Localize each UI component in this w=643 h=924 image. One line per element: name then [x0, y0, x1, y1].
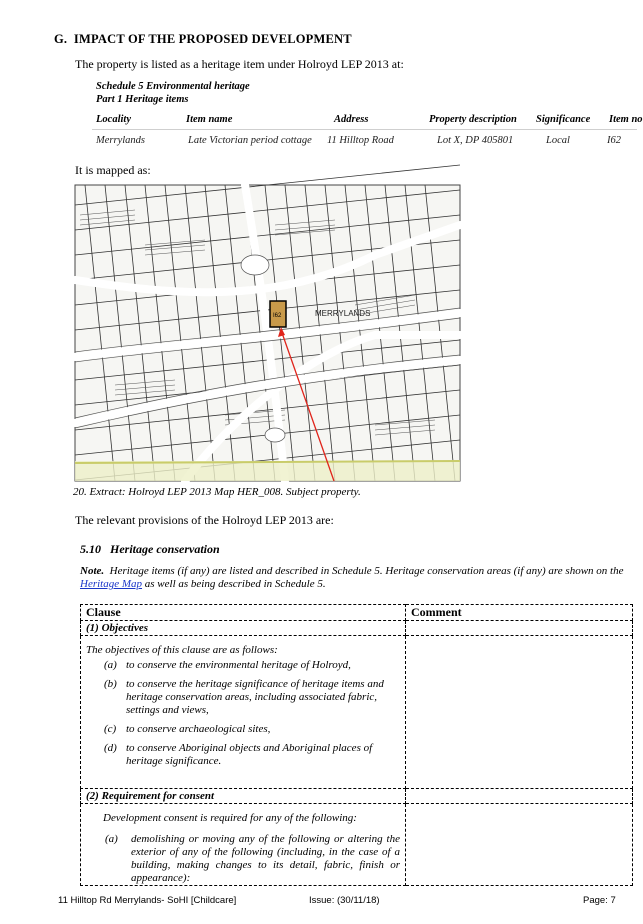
schedule-header-property-description: Property description — [429, 114, 517, 125]
note-paragraph — [80, 565, 636, 591]
schedule-divider — [92, 129, 637, 130]
objective-letter: (c) — [104, 723, 117, 735]
consent-text: demolishing or moving any of the following or altering the exterior of any of the following (including, in the case of a building, making changes to its detail, fabric, finish or appearance): — [131, 833, 400, 884]
objective-item — [86, 678, 400, 717]
footer-page-number: Page: 7 — [583, 895, 616, 906]
schedule-header-significance: Significance — [536, 114, 591, 125]
section-title: IMPACT OF THE PROPOSED DEVELOPMENT — [73, 32, 352, 46]
objective-letter: (a) — [104, 659, 117, 671]
schedule-cell-item-no: I62 — [607, 135, 621, 146]
schedule-header-item-name: Item name — [186, 114, 233, 125]
note-text-before: Heritage items (if any) are listed and described in Schedule 5. Heritage conservation areas (if any) are shown on the — [109, 565, 624, 577]
consent-body-row — [81, 804, 633, 886]
objective-item — [86, 723, 400, 736]
objective-item — [86, 659, 400, 672]
consent-item — [81, 833, 400, 885]
objectives-heading-comment — [406, 621, 633, 636]
objective-item — [86, 742, 400, 768]
heritage-map-link[interactable]: Heritage Map — [80, 578, 143, 590]
footer-document-name: 11 Hilltop Rd Merrylands- SoHI [Childcare] — [58, 895, 237, 906]
consent-letter: (a) — [105, 833, 118, 845]
objective-letter: (d) — [104, 742, 117, 754]
heritage-map — [75, 185, 460, 481]
objectives-lead: The objectives of this clause are as follows: — [86, 644, 278, 656]
schedule-cell-item-name: Late Victorian period cottage — [188, 135, 312, 146]
note-label: Note. — [80, 565, 105, 577]
objective-letter: (b) — [104, 678, 117, 690]
footer-issue: Issue: (30/11/18) — [309, 895, 380, 906]
consent-lead: Development consent is required for any of the following: — [103, 812, 357, 824]
objective-text: to conserve the environmental heritage of Holroyd, — [126, 659, 351, 671]
map-suburb-label: MERRYLANDS — [315, 309, 371, 318]
schedule-header-item-no: Item no — [609, 114, 643, 125]
schedule-cell-property-description: Lot X, DP 405801 — [437, 135, 514, 146]
schedule-cell-significance: Local — [546, 135, 570, 146]
clause-comment-table — [80, 604, 633, 886]
objectives-heading-row — [81, 621, 633, 636]
col-header-comment: Comment — [406, 605, 633, 621]
clause-heading — [80, 542, 220, 557]
consent-heading-row — [81, 789, 633, 804]
schedule-title-block — [96, 80, 250, 106]
objective-text: to conserve the heritage significance of heritage items and heritage conservation areas, including associated fabric, settings and views, — [126, 678, 384, 716]
mapped-as-text: It is mapped as: — [75, 163, 151, 177]
provisions-paragraph: The relevant provisions of the Holroyd LEP 2013 are: — [75, 513, 334, 527]
map-rail-band — [75, 461, 460, 481]
objectives-comment — [406, 636, 633, 789]
intro-paragraph: The property is listed as a heritage item under Holroyd LEP 2013 at: — [75, 57, 404, 71]
consent-heading-comment — [406, 789, 633, 804]
clause-title: Heritage conservation — [110, 542, 220, 556]
objectives-heading: (1) Objectives — [81, 621, 406, 636]
note-text-after: as well as being described in Schedule 5. — [142, 578, 326, 590]
schedule-cell-locality: Merrylands — [96, 135, 145, 146]
consent-body — [81, 804, 406, 886]
consent-comment — [406, 804, 633, 886]
consent-heading: (2) Requirement for consent — [81, 789, 406, 804]
schedule-header-address: Address — [334, 114, 369, 125]
objective-text: to conserve archaeological sites, — [126, 723, 271, 735]
schedule-cell-address: 11 Hilltop Road — [327, 135, 394, 146]
figure-caption: 20. Extract: Holroyd LEP 2013 Map HER_008. Subject property. — [73, 486, 361, 498]
schedule-title: Schedule 5 Environmental heritage — [96, 81, 250, 92]
objective-text: to conserve Aboriginal objects and Aboriginal places of heritage significance. — [126, 742, 373, 767]
map-roundabout — [241, 255, 269, 275]
map-item-label: I62 — [273, 313, 282, 319]
objectives-body — [81, 636, 406, 789]
col-header-clause: Clause — [81, 605, 406, 621]
objectives-body-row — [81, 636, 633, 789]
clause-number: 5.10 — [80, 542, 101, 556]
table-header-row — [81, 605, 633, 621]
schedule-subtitle: Part 1 Heritage items — [96, 94, 189, 105]
section-heading — [54, 32, 352, 47]
schedule-header-locality: Locality — [96, 114, 131, 125]
map-roundabout-south — [265, 428, 285, 442]
section-letter: G. — [54, 32, 68, 46]
